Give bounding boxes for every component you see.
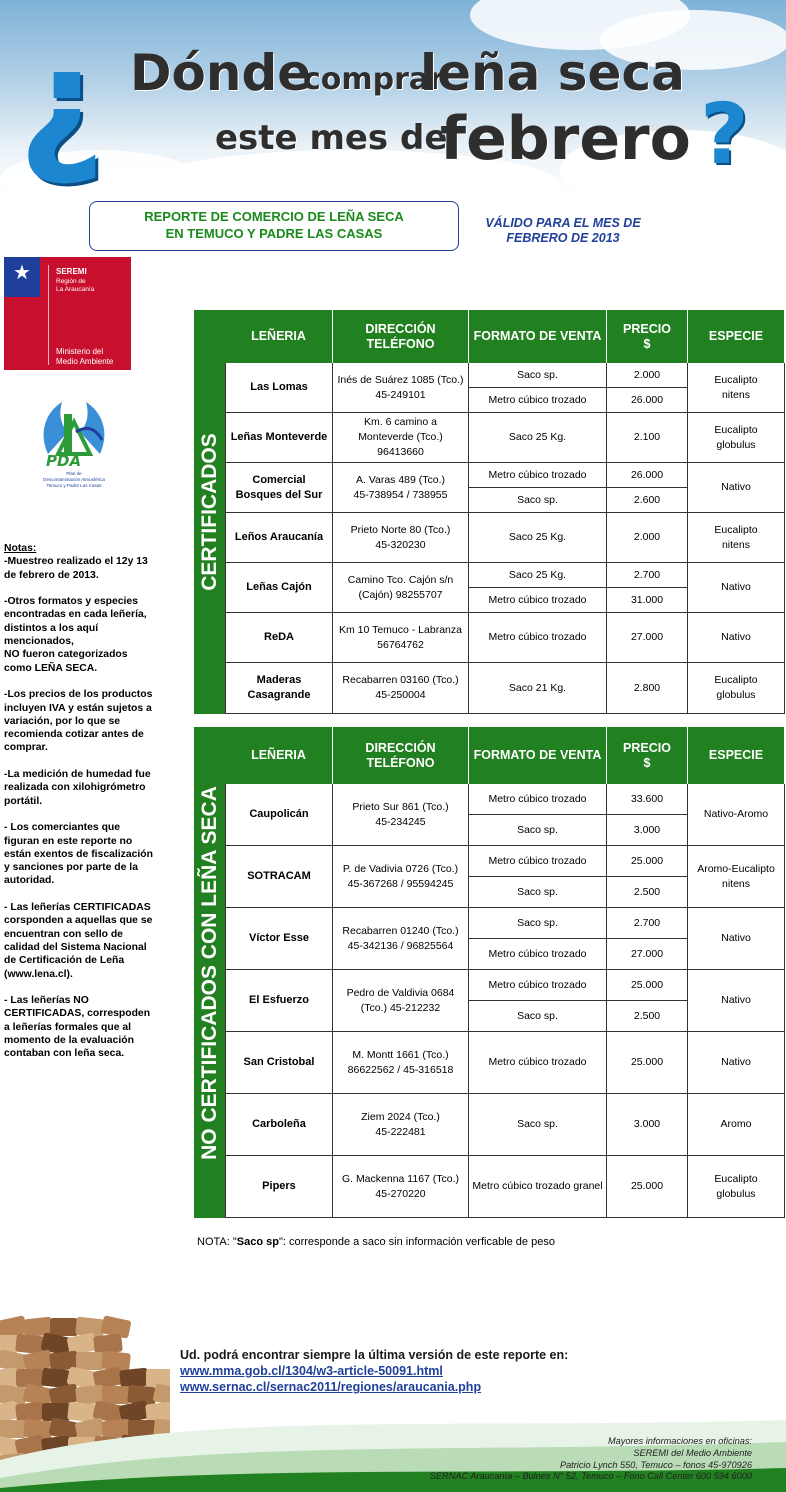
sale-format-text: Metro cúbico trozado bbox=[488, 1056, 587, 1068]
vendor-name bbox=[225, 463, 333, 513]
wood-species-text: Nativo bbox=[721, 994, 751, 1006]
sale-format bbox=[469, 488, 607, 513]
price bbox=[607, 1001, 688, 1032]
vendor-address-text: A. Varas 489 (Tco.) 45-738954 / 738955 bbox=[353, 473, 448, 501]
vendor-name-text: Leñas Cajón bbox=[246, 581, 312, 593]
sale-format-text: Saco sp. bbox=[517, 823, 558, 836]
note-line: - Los comerciantes que bbox=[4, 822, 121, 834]
title-word-febrero: febrero bbox=[440, 104, 691, 174]
header-formato bbox=[469, 310, 607, 363]
seremi-region bbox=[56, 278, 94, 294]
vendor-address bbox=[333, 663, 469, 714]
wood-species-text: Eucalipto globulus bbox=[714, 423, 758, 451]
wood-species-text: Eucalipto globulus bbox=[714, 1172, 758, 1200]
vendor-name bbox=[225, 846, 333, 908]
star-icon: ★ bbox=[13, 262, 31, 284]
vendor-name-text: Maderas Casagrande bbox=[247, 674, 311, 701]
price-text: 27.000 bbox=[630, 631, 664, 643]
vendor-address bbox=[333, 463, 469, 513]
notes-panel bbox=[4, 542, 170, 1061]
sale-format bbox=[469, 413, 607, 463]
note-line: calidad del Sistema Nacional bbox=[4, 941, 147, 953]
note-line: distintos a los aquí bbox=[4, 622, 99, 634]
wood-species-text: Nativo bbox=[721, 581, 751, 593]
wood-species bbox=[688, 513, 785, 563]
sale-format bbox=[469, 1156, 607, 1218]
price-text: 31.000 bbox=[630, 593, 664, 606]
note-line: de febrero de 2013. bbox=[4, 569, 99, 581]
sale-format-text: Metro cúbico trozado bbox=[488, 978, 587, 991]
vendor-name bbox=[225, 1094, 333, 1156]
title-word-donde: Dónde bbox=[130, 44, 312, 102]
note-line: momento de la evaluación bbox=[4, 1034, 134, 1046]
ministry-line1: Ministerio del bbox=[56, 347, 104, 356]
price bbox=[607, 363, 688, 388]
header-line: ESPECIE bbox=[708, 329, 764, 343]
vendor-address-text: Camino Tco. Cajón s/n (Cajón) 98255707 bbox=[347, 573, 454, 601]
price-text: 2.500 bbox=[633, 1009, 661, 1022]
log-shape bbox=[102, 1386, 130, 1404]
price bbox=[607, 846, 688, 877]
wood-species bbox=[688, 784, 785, 846]
sale-format bbox=[469, 563, 607, 588]
log-shape bbox=[50, 1318, 78, 1336]
certified-label-text: CERTIFICADOS bbox=[197, 433, 221, 591]
note-item bbox=[4, 994, 170, 1060]
price bbox=[607, 908, 688, 939]
vendor-name bbox=[225, 1032, 333, 1094]
header-leneria bbox=[225, 310, 333, 363]
header-especie-text bbox=[709, 329, 763, 344]
vendor-name bbox=[225, 663, 333, 714]
price bbox=[607, 588, 688, 613]
note-line: mencionados, bbox=[4, 636, 74, 648]
vendor-name-text: Leñas Monteverde bbox=[230, 431, 328, 443]
vendor-name-text: Caupolicán bbox=[249, 808, 309, 820]
wood-species-text: Aromo-Eucalipto nitens bbox=[697, 862, 775, 890]
contact-line: Patricio Lynch 550, Temuco – fonos 45-970926 bbox=[559, 1459, 752, 1470]
vendor-address-text: Recabarren 03160 (Tco.) 45-250004 bbox=[342, 674, 459, 701]
seremi-region-line1: Región de bbox=[56, 278, 86, 285]
vendor-address bbox=[333, 413, 469, 463]
sale-format-text: Saco 25 Kg. bbox=[508, 568, 567, 581]
sale-format bbox=[469, 588, 607, 613]
footer-intro: Ud. podrá encontrar siempre la última versión de este reporte en: bbox=[180, 1348, 569, 1362]
header-line: TELÉFONO bbox=[366, 755, 435, 770]
price bbox=[607, 663, 688, 714]
note-line: -La medición de humedad fue bbox=[4, 769, 151, 781]
sale-format-text: Saco 25 Kg. bbox=[508, 531, 567, 543]
sale-format bbox=[469, 846, 607, 877]
wood-species bbox=[688, 613, 785, 663]
seremi-logo bbox=[4, 257, 131, 370]
note-line: -Los precios de los productos bbox=[4, 689, 153, 701]
vendor-name-text: SOTRACAM bbox=[247, 870, 311, 882]
header-line: LEÑERIA bbox=[251, 329, 306, 343]
note-line: -Otros formatos y especies bbox=[4, 596, 138, 608]
price bbox=[607, 970, 688, 1001]
header-line: LEÑERIA bbox=[251, 748, 306, 762]
sale-format-text: Saco sp. bbox=[517, 1118, 558, 1130]
price-text: 2.600 bbox=[633, 493, 661, 506]
contact-info bbox=[430, 1436, 752, 1483]
wood-species-text: Aromo bbox=[720, 1118, 752, 1130]
vendor-address bbox=[333, 1094, 469, 1156]
note-line: - Las leñerías NO bbox=[4, 995, 89, 1007]
sale-format bbox=[469, 908, 607, 939]
wood-species bbox=[688, 463, 785, 513]
link-mma[interactable]: www.mma.gob.cl/1304/w3-article-50091.html bbox=[180, 1364, 443, 1378]
note-line: variación, por lo que se bbox=[4, 715, 121, 727]
price bbox=[607, 877, 688, 908]
header-especie bbox=[688, 310, 785, 363]
price-text: 25.000 bbox=[630, 978, 664, 991]
note-item bbox=[4, 595, 170, 675]
sale-format bbox=[469, 613, 607, 663]
header-formato-text bbox=[474, 748, 602, 763]
footnote-prefix: NOTA: " bbox=[197, 1236, 237, 1248]
footer-links bbox=[180, 1347, 568, 1395]
vendor-name-text: San Cristobal bbox=[243, 1056, 315, 1068]
price-text: 2.700 bbox=[633, 916, 661, 929]
vendor-address-text: Inés de Suárez 1085 (Tco.) 45-249101 bbox=[337, 373, 464, 401]
contact-line: SEREMI del Medio Ambiente bbox=[633, 1447, 752, 1458]
price-text: 2.100 bbox=[633, 431, 661, 443]
sale-format-text: Metro cúbico trozado bbox=[488, 468, 587, 481]
header-direccion-text bbox=[365, 322, 435, 352]
sale-format bbox=[469, 1094, 607, 1156]
note-line: portátil. bbox=[4, 795, 43, 807]
price-text: 3.000 bbox=[633, 1118, 661, 1130]
title-word-lena-seca: leña seca bbox=[420, 44, 685, 102]
header-banner bbox=[0, 0, 786, 195]
header-line: DIRECCIÓN bbox=[365, 321, 436, 336]
price-text: 33.600 bbox=[630, 792, 664, 805]
header-line: PRECIO bbox=[623, 740, 671, 755]
note-item bbox=[4, 901, 170, 981]
wood-species-text: Nativo-Aromo bbox=[703, 808, 769, 820]
ministry-name bbox=[56, 347, 113, 367]
note-line: y sanciones por parte de la bbox=[4, 862, 138, 874]
vendor-name bbox=[225, 363, 333, 413]
title-question-open: ¿ bbox=[18, 16, 106, 190]
sale-format bbox=[469, 939, 607, 970]
price-text: 25.000 bbox=[630, 854, 664, 867]
pda-logo-subtitle bbox=[26, 471, 122, 489]
header-line: FORMATO DE VENTA bbox=[473, 748, 602, 762]
note-item bbox=[4, 555, 170, 582]
wood-species-text: Eucalipto nitens bbox=[714, 373, 758, 401]
pda-logo-text: PDA bbox=[46, 452, 82, 470]
pda-sub-line1: Plan de bbox=[66, 471, 82, 476]
vendor-name-text: Pipers bbox=[262, 1180, 296, 1192]
sale-format-text: Saco sp. bbox=[517, 493, 558, 506]
vendor-address-text: Recabarren 01240 (Tco.) 45-342136 / 96825564 bbox=[342, 924, 459, 952]
price bbox=[607, 1032, 688, 1094]
header-direccion bbox=[333, 727, 469, 784]
wood-species bbox=[688, 663, 785, 714]
sale-format-text: Metro cúbico trozado bbox=[488, 393, 587, 406]
price-text: 25.000 bbox=[630, 1180, 664, 1192]
vendor-address-text: P. de Vadivia 0726 (Tco.) 45-367268 / 95594245 bbox=[342, 862, 459, 890]
price bbox=[607, 1094, 688, 1156]
non-certified-table bbox=[225, 727, 785, 1218]
price-text: 26.000 bbox=[630, 393, 664, 406]
header-line: PRECIO bbox=[623, 321, 671, 336]
vendor-name bbox=[225, 413, 333, 463]
wood-species-text: Eucalipto nitens bbox=[714, 523, 758, 551]
note-line: figuran en este reporte no bbox=[4, 835, 133, 847]
note-line: comprar. bbox=[4, 742, 48, 754]
note-line: están exentos de fiscalización bbox=[4, 848, 153, 860]
seremi-divider bbox=[48, 265, 49, 365]
header-direccion bbox=[333, 310, 469, 363]
vendor-address bbox=[333, 908, 469, 970]
title-question-close: ? bbox=[700, 85, 749, 183]
note-item bbox=[4, 688, 170, 754]
note-line: corsponden a aquellas que se bbox=[4, 915, 153, 927]
sale-format bbox=[469, 970, 607, 1001]
wood-species bbox=[688, 1032, 785, 1094]
certified-table bbox=[225, 310, 785, 714]
note-line: (www.lena.cl). bbox=[4, 968, 73, 980]
sale-format bbox=[469, 784, 607, 815]
price-text: 2.000 bbox=[633, 531, 661, 543]
sale-format bbox=[469, 815, 607, 846]
vendor-address bbox=[333, 784, 469, 846]
header-line: $ bbox=[643, 755, 651, 770]
price-text: 2.700 bbox=[633, 568, 661, 581]
note-line: encuentran con sello de bbox=[4, 928, 123, 940]
sale-format bbox=[469, 877, 607, 908]
non-certified-section-label bbox=[194, 727, 225, 1218]
price bbox=[607, 613, 688, 663]
note-line: -Muestreo realizado el 12y 13 bbox=[4, 556, 148, 568]
vendor-name bbox=[225, 1156, 333, 1218]
price bbox=[607, 939, 688, 970]
vendor-address-text: Km 10 Temuco - Labranza 56764762 bbox=[339, 623, 462, 651]
vendor-address-text: M. Montt 1661 (Tco.) 86622562 / 45-316518 bbox=[347, 1048, 454, 1076]
header-especie bbox=[688, 727, 785, 784]
vendor-address-text: Km. 6 camino a Monteverde (Tco.) 96413660 bbox=[358, 416, 443, 458]
note-line: realizada con xilohigrómetro bbox=[4, 782, 146, 794]
sale-format-text: Saco sp. bbox=[517, 885, 558, 898]
header-formato-text bbox=[474, 329, 602, 344]
vendor-address bbox=[333, 513, 469, 563]
sale-format bbox=[469, 1001, 607, 1032]
header-line: TELÉFONO bbox=[366, 336, 435, 351]
sale-format-text: Saco sp. bbox=[517, 368, 558, 381]
pda-sub-line3: Temuco y Padre Las Casas bbox=[46, 483, 102, 488]
footnote-bold: Saco sp bbox=[236, 1236, 279, 1248]
vendor-name bbox=[225, 784, 333, 846]
ministry-line2: Medio Ambiente bbox=[56, 357, 114, 366]
header-formato bbox=[469, 727, 607, 784]
wood-species bbox=[688, 413, 785, 463]
price-text: 2.000 bbox=[633, 368, 661, 381]
sale-format-text: Saco sp. bbox=[517, 1009, 558, 1022]
header-precio-text bbox=[623, 741, 671, 771]
price-text: 27.000 bbox=[630, 947, 664, 960]
contact-line: SERNAC Araucanía – Bulnes N° 52, Temuco – Fono Call Center 600 594 6000 bbox=[429, 1471, 752, 1482]
price-text: 2.800 bbox=[633, 681, 661, 694]
wood-species bbox=[688, 908, 785, 970]
note-line: encontradas en cada leñería, bbox=[4, 609, 147, 621]
validity-line2: FEBRERO DE 2013 bbox=[506, 231, 620, 245]
sale-format bbox=[469, 513, 607, 563]
vendor-address bbox=[333, 846, 469, 908]
pda-sub-line2: Descontaminación Atmosférica bbox=[43, 477, 105, 482]
note-item bbox=[4, 768, 170, 808]
header-line: DIRECCIÓN bbox=[365, 740, 436, 755]
contact-line: Mayores informaciones en oficinas: bbox=[607, 1436, 752, 1446]
vendor-name-text: Leños Araucanía bbox=[234, 531, 324, 543]
vendor-name bbox=[225, 613, 333, 663]
sale-format bbox=[469, 1032, 607, 1094]
price-text: 25.000 bbox=[630, 1056, 664, 1068]
report-title-line2: EN TEMUCO Y PADRE LAS CASAS bbox=[165, 226, 383, 241]
vendor-address-text: Ziem 2024 (Tco.) 45-222481 bbox=[361, 1110, 440, 1138]
wood-species-text: Nativo bbox=[721, 481, 751, 493]
header-line: FORMATO DE VENTA bbox=[473, 329, 602, 343]
vendor-address-text: Pedro de Valdivia 0684 (Tco.) 45-212232 bbox=[346, 986, 455, 1014]
wood-species bbox=[688, 563, 785, 613]
note-line: - Las leñerías CERTIFICADAS bbox=[4, 902, 151, 914]
price-text: 3.000 bbox=[633, 823, 661, 836]
vendor-address-text: G. Mackenna 1167 (Tco.) 45-270220 bbox=[341, 1172, 460, 1200]
sale-format bbox=[469, 663, 607, 714]
note-line: a leñerías formales que al bbox=[4, 1021, 132, 1033]
wood-species bbox=[688, 1094, 785, 1156]
saco-footnote bbox=[197, 1236, 555, 1248]
sale-format bbox=[469, 388, 607, 413]
certified-section-label bbox=[194, 310, 225, 714]
vendor-name-text: Las Lomas bbox=[250, 381, 308, 393]
vendor-address-text: Prieto Norte 80 (Tco.) 45-320230 bbox=[350, 523, 451, 551]
sale-format-text: Metro cúbico trozado bbox=[488, 947, 587, 960]
vendor-address bbox=[333, 613, 469, 663]
header-especie-text bbox=[709, 748, 763, 763]
note-line: CERTIFICADAS, correspoden bbox=[4, 1008, 151, 1020]
note-line: como LEÑA SECA. bbox=[4, 662, 98, 674]
vendor-address bbox=[333, 1156, 469, 1218]
sale-format-text: Saco 21 Kg. bbox=[508, 681, 567, 694]
log-shape bbox=[76, 1352, 104, 1370]
vendor-address bbox=[333, 563, 469, 613]
vendor-address bbox=[333, 1032, 469, 1094]
vendor-address bbox=[333, 363, 469, 413]
note-line: recomienda cotizar antes de bbox=[4, 729, 144, 741]
seremi-title: SEREMI bbox=[56, 267, 87, 276]
header-direccion-text bbox=[365, 741, 435, 771]
note-line: incluyen IVA y están sujetos a bbox=[4, 702, 152, 714]
note-line: contaban con leña seca. bbox=[4, 1048, 125, 1060]
seremi-region-line2: La Araucanía bbox=[56, 286, 95, 293]
sale-format-text: Metro cúbico trozado granel bbox=[472, 1180, 603, 1192]
price bbox=[607, 1156, 688, 1218]
note-line: de Certificación de Leña bbox=[4, 955, 125, 967]
vendor-name bbox=[225, 513, 333, 563]
note-item bbox=[4, 821, 170, 887]
price bbox=[607, 388, 688, 413]
price bbox=[607, 413, 688, 463]
link-sernac[interactable]: www.sernac.cl/sernac2011/regiones/araucania.php bbox=[180, 1380, 482, 1394]
wood-species-text: Nativo bbox=[721, 932, 751, 944]
wood-species-text: Nativo bbox=[721, 631, 751, 643]
header-leneria bbox=[225, 727, 333, 784]
vendor-address-text: Prieto Sur 861 (Tco.) 45-234245 bbox=[352, 800, 449, 828]
vendor-name-text: Comercial Bosques del Sur bbox=[235, 473, 323, 501]
footnote-suffix: ": corresponde a saco sin información verficable de peso bbox=[278, 1236, 555, 1248]
vendor-name bbox=[225, 563, 333, 613]
title-word-comprar: comprar bbox=[303, 62, 444, 97]
header-precio-text bbox=[623, 322, 671, 352]
vendor-name-text: Víctor Esse bbox=[249, 932, 309, 944]
title-word-este-mes: este mes de bbox=[215, 118, 448, 158]
header-precio bbox=[607, 727, 688, 784]
header-leneria-text bbox=[251, 329, 306, 344]
price bbox=[607, 513, 688, 563]
price-text: 2.500 bbox=[633, 885, 661, 898]
note-line: NO fueron categorizados bbox=[4, 649, 128, 661]
wood-species bbox=[688, 1156, 785, 1218]
note-line: autoridad. bbox=[4, 875, 55, 887]
header-line: $ bbox=[643, 336, 651, 351]
notes-title: Notas: bbox=[4, 543, 37, 554]
vendor-name-text: Carboleña bbox=[252, 1118, 306, 1130]
price bbox=[607, 488, 688, 513]
sale-format bbox=[469, 463, 607, 488]
vendor-name bbox=[225, 908, 333, 970]
vendor-name-text: El Esfuerzo bbox=[249, 994, 309, 1006]
sale-format-text: Metro cúbico trozado bbox=[488, 631, 587, 643]
vendor-address bbox=[333, 970, 469, 1032]
vendor-name-text: ReDA bbox=[264, 631, 294, 643]
sale-format-text: Metro cúbico trozado bbox=[488, 854, 587, 867]
wood-species-text: Eucalipto globulus bbox=[714, 674, 758, 701]
validity-line1: VÁLIDO PARA EL MES DE bbox=[485, 216, 641, 230]
price bbox=[607, 815, 688, 846]
price bbox=[607, 784, 688, 815]
wood-species bbox=[688, 970, 785, 1032]
non-certified-label-text: NO CERTIFICADOS CON LEÑA SECA bbox=[197, 785, 221, 1160]
sale-format bbox=[469, 363, 607, 388]
vendor-name bbox=[225, 970, 333, 1032]
price bbox=[607, 563, 688, 588]
header-line: ESPECIE bbox=[708, 748, 764, 762]
validity-note bbox=[472, 216, 654, 246]
wood-species bbox=[688, 846, 785, 908]
price-text: 26.000 bbox=[630, 468, 664, 481]
report-title-box bbox=[89, 201, 459, 251]
wood-species bbox=[688, 363, 785, 413]
price bbox=[607, 463, 688, 488]
report-title-line1: REPORTE DE COMERCIO DE LEÑA SECA bbox=[144, 209, 404, 224]
header-precio bbox=[607, 310, 688, 363]
wood-species-text: Nativo bbox=[721, 1056, 751, 1068]
sale-format-text: Saco sp. bbox=[517, 916, 558, 929]
header-leneria-text bbox=[251, 748, 306, 763]
sale-format-text: Metro cúbico trozado bbox=[488, 792, 587, 805]
sale-format-text: Metro cúbico trozado bbox=[488, 593, 587, 606]
sale-format-text: Saco 25 Kg. bbox=[508, 431, 567, 443]
